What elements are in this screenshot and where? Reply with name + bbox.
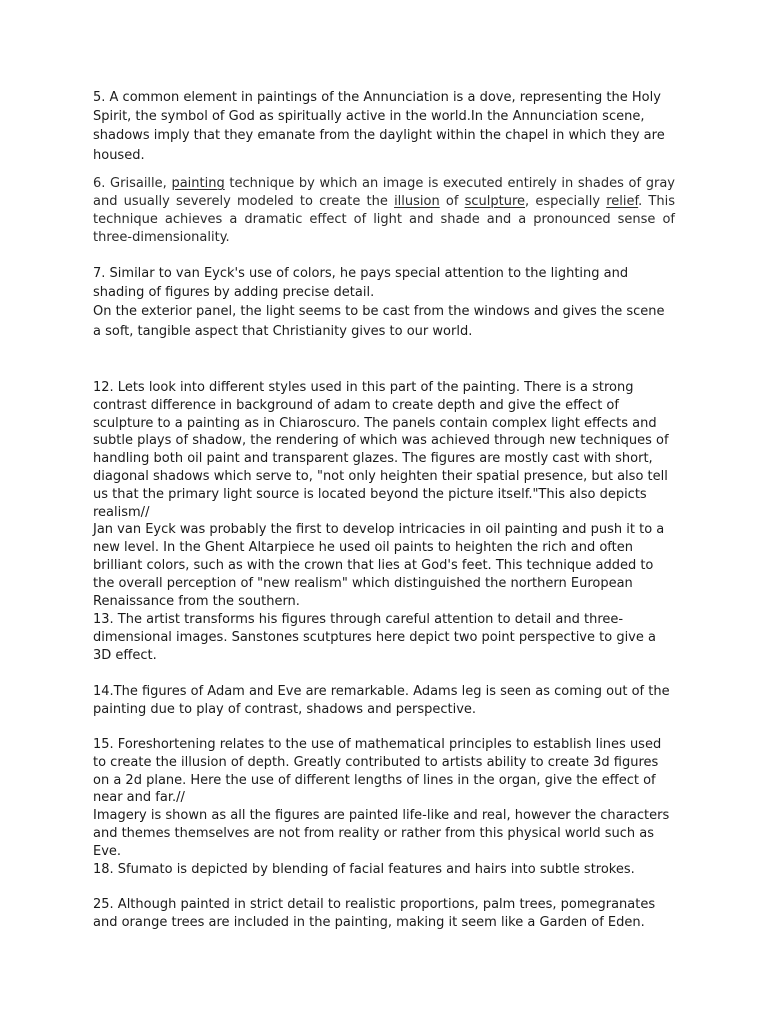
link-relief[interactable]: relief bbox=[606, 194, 639, 209]
paragraph-12 bbox=[93, 379, 675, 610]
paragraph-15-part-2: Imagery is shown as all the figures are painted life-like and real, however the characters and themes themselves are not from reality or rather from this physical world such as Eve. bbox=[93, 808, 670, 859]
paragraph-12-part-2: Jan van Eyck was probably the first to develop intricacies in oil painting and push it to a new level. In the Ghent Altarpiece he used oil paints to heighten the rich and often brilliant colors, such as with the crown that lies at God's feet. This technique added to the overall perception of "new realism" which distinguished the northern European Renaissance from the southern. bbox=[93, 522, 665, 609]
paragraph-6-text-3: of bbox=[439, 194, 465, 209]
paragraph-18: 18. Sfumato is depicted by blending of facial features and hairs into subtle strokes. bbox=[93, 862, 635, 877]
paragraph-6-text-2: technique by which an image is executed entirely in shades of gray and usually severely modeled to create the bbox=[93, 176, 675, 209]
paragraph-6-text-5: . This technique achieves a dramatic effect of light and shade and a pronounced sense of three-dimensionality. bbox=[93, 194, 675, 245]
paragraph-13: 13. The artist transforms his figures through careful attention to detail and three-dimensional images. Sanstones scutptures here depict two point perspective to give a 3D effect. bbox=[93, 612, 656, 663]
link-painting[interactable]: painting bbox=[171, 176, 225, 191]
paragraph-7-line-1: 7. Similar to van Eyck's use of colors, he pays special attention to the lighting and shading of figures by adding precise detail. bbox=[93, 266, 629, 301]
paragraph-25: 25. Although painted in strict detail to realistic proportions, palm trees, pomegranates and orange trees are included in the painting, making it seem like a Garden of Eden. bbox=[93, 897, 656, 930]
paragraph-6-text-1: 6. Grisaille, bbox=[93, 176, 172, 191]
paragraph-5: 5. A common element in paintings of the Annunciation is a dove, representing the Holy Spirit, the symbol of God as spiritually active in the world.In the Annunciation scene, shadows imply that they emanate from the daylight within the chapel in which they are housed. bbox=[93, 90, 665, 163]
paragraph-15-part-1: 15. Foreshortening relates to the use of mathematical principles to establish lines used to create the illusion of depth. Greatly contributed to artists ability to create 3d figures on a 2d plane. Here the use of different lengths of lines in the organ, give the effect of near and far.// bbox=[93, 737, 662, 806]
link-sculpture[interactable]: sculpture bbox=[464, 194, 526, 209]
paragraph-14: 14.The figures of Adam and Eve are remarkable. Adams leg is seen as coming out of the painting due to play of contrast, shadows and perspective. bbox=[93, 684, 670, 717]
link-illusion[interactable]: illusion bbox=[394, 194, 440, 209]
paragraph-15 bbox=[93, 736, 675, 861]
paragraph-6-text-4: , especially bbox=[525, 194, 607, 209]
paragraph-7 bbox=[93, 264, 675, 341]
paragraph-12-part-1: 12. Lets look into different styles used in this part of the painting. There is a strong contrast difference in background of adam to create depth and give the effect of sculpture to a painting as in Chiaroscuro. The panels contain complex light effects and subtle plays of shadow, the rendering of which was achieved through new techniques of handling both oil paint and transparent glazes. The figures are mostly cast with short, diagonal shadows which serve to, "not only heighten their spatial presence, but also tell us that the primary light source is located beyond the picture itself."This also depicts realism// bbox=[93, 380, 669, 520]
paragraph-7-line-2: On the exterior panel, the light seems to be cast from the windows and gives the scene a soft, tangible aspect that Christianity gives to our world. bbox=[93, 304, 665, 339]
paragraph-6 bbox=[93, 175, 675, 247]
